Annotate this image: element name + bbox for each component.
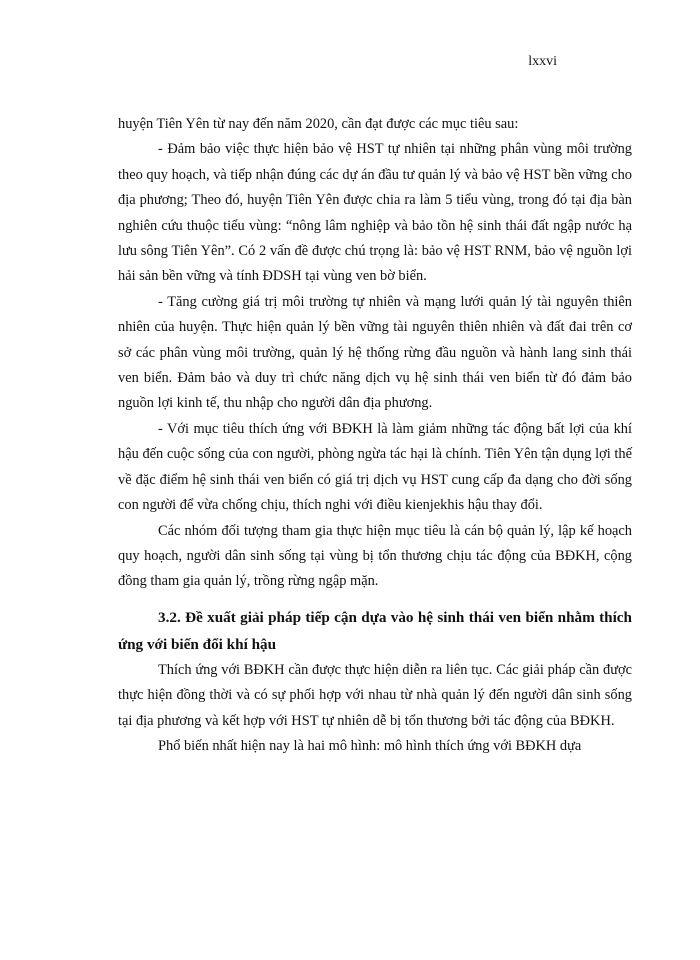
section-heading: 3.2. Đề xuất giải pháp tiếp cận dựa vào hệ sinh thái ven biển nhằm thích ứng với biến đổi khí hậu (118, 608, 632, 653)
paragraph-bullet-3: - Với mục tiêu thích ứng với BĐKH là làm giảm những tác động bất lợi của khí hậu đến cuộc sống của con người, phòng ngừa tác hại là chính. Tiên Yên tận dụng lợi thế về đặc điểm hệ sinh thái ven biển có giá trị dịch vụ HST cung cấp đa dạng cho đời sống con người để vừa chống chịu, thích nghi với điều kienjekhis hậu thay đổi. (118, 420, 632, 514)
paragraph-adaptation: Thích ứng với BĐKH cần được thực hiện diễn ra liên tục. Các giải pháp cần được thực hiện đồng thời và có sự phối hợp với nhau từ nhà quản lý đến người dân sinh sống tại địa phương và kết hợp với HST tự nhiên dễ bị tổn thương bởi tác động của BĐKH. (118, 661, 632, 729)
paragraph-bullet-2: - Tăng cường giá trị môi trường tự nhiên và mạng lưới quản lý tài nguyên thiên nhiên của huyện. Thực hiện quản lý bền vững tài nguyên thiên nhiên và đất đai trên cơ sở các phân vùng môi trường, quản lý hệ thống rừng đầu nguồn và hành lang sinh thái ven biển. Đảm bảo và duy trì chức năng dịch vụ hệ sinh thái ven biển từ đó đảm bảo nguồn lợi kinh tế, thu nhập cho người dân địa phương. (118, 293, 632, 412)
paragraph-intro: huyện Tiên Yên từ nay đến năm 2020, cần đạt được các mục tiêu sau: (118, 116, 519, 132)
paragraph-bullet-1: - Đảm bảo việc thực hiện bảo vệ HST tự nhiên tại những phân vùng môi trường theo quy hoạch, và tiếp nhận đúng các dự án đầu tư quản lý và bảo vệ HST bền vững cho địa phương; Theo đó, huyện Tiên Yên được chia ra làm 5 tiểu vùng, trong đó tại địa bàn nghiên cứu thuộc tiểu vùng: “nông lâm nghiệp và bảo tồn hệ sinh thái đất ngập nước hạ lưu sông Tiên Yên”. Có 2 vấn đề được chú trọng là: bảo vệ HST RNM, bảo vệ nguồn lợi hải sản bền vững và tính ĐDSH tại vùng ven bờ biển. (118, 141, 632, 285)
page-number: lxxvi (528, 54, 557, 69)
document-body (118, 112, 632, 759)
paragraph-models: Phổ biến nhất hiện nay là hai mô hình: mô hình thích ứng với BĐKH dựa (158, 737, 582, 754)
paragraph-target-groups: Các nhóm đối tượng tham gia thực hiện mục tiêu là cán bộ quản lý, lập kế hoạch quy hoạch, người dân sinh sống tại vùng bị tổn thương chịu tác động của BĐKH, cộng đồng tham gia quản lý, trồng rừng ngập mặn. (118, 522, 632, 590)
